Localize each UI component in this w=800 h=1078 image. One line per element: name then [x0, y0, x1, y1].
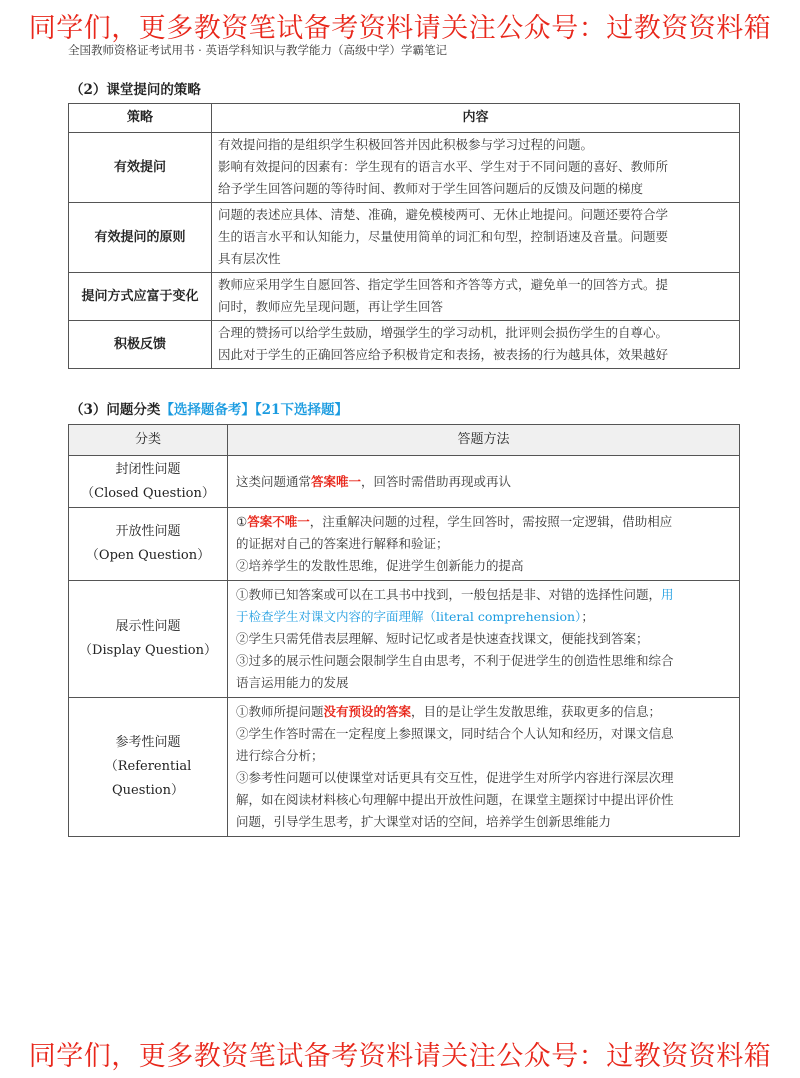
table-row [69, 698, 740, 837]
table-row [69, 581, 740, 698]
question-type-table [68, 424, 740, 837]
tag-choice-prep: 【选择题备考】 [160, 402, 255, 418]
category-closed: 封闭性问题 （Closed Question） [69, 456, 228, 508]
strategy-name: 有效提问的原则 [69, 203, 212, 273]
table-header-row [69, 104, 740, 133]
method-referential: ①教师所提问题没有预设的答案，目的是让学生发散思维，获取更多的信息； ②学生作答时需在一定程度上参照课文，同时结合个人认知和经历，对课文信息 进行综合分析； ③参考性问题可以使课堂对话更具有交互性，促进学生对所学内容进行深层次理 解，如在阅读材料核心句理解中提出开放性问题，在课堂主题探讨中提出评价性 问题，引导学生思考，扩大课堂对话的空间，培养学生创新思维能力 [228, 698, 740, 837]
strategy-content: 有效提问指的是组织学生积极回答并因此积极参与学习过程的问题。 影响有效提问的因素有：学生现有的语言水平、学生对于不同问题的喜好、教师所 给予学生回答问题的等待时间、教师对于学生回答问题后的反馈及问题的梯度 [212, 133, 740, 203]
table-row [69, 273, 740, 321]
section-2-title: （2）课堂提问的策略 [70, 82, 201, 98]
method-open: ①答案不唯一，注重解决问题的过程，学生回答时，需按照一定逻辑，借助相应 的证据对自己的答案进行解释和验证； ②培养学生的发散性思维，促进学生创新能力的提高 [228, 508, 740, 581]
table-row [69, 508, 740, 581]
category-display: 展示性问题 （Display Question） [69, 581, 228, 698]
book-subtitle: 全国教师资格证考试用书 · 英语学科知识与教学能力（高级中学）学霸笔记 [68, 43, 447, 57]
table-row [69, 321, 740, 369]
strategy-content: 问题的表述应具体、清楚、准确，避免模棱两可、无休止地提问。问题还要符合学 生的语言水平和认知能力，尽量使用简单的词汇和句型，控制语速及音量。问题要 具有层次性 [212, 203, 740, 273]
promo-banner-bottom: 同学们，更多教资笔试备考资料请关注公众号：过教资资料箱 [28, 1041, 772, 1072]
header-category: 分类 [69, 425, 228, 456]
method-closed: 这类问题通常答案唯一，回答时需借助再现或再认 [228, 456, 740, 508]
table-row [69, 203, 740, 273]
category-open: 开放性问题 （Open Question） [69, 508, 228, 581]
promo-banner-top: 同学们，更多教资笔试备考资料请关注公众号：过教资资料箱 [28, 13, 772, 44]
strategy-name: 提问方式应富于变化 [69, 273, 212, 321]
header-strategy: 策略 [69, 104, 212, 133]
table-row [69, 456, 740, 508]
header-method: 答题方法 [228, 425, 740, 456]
strategy-name: 积极反馈 [69, 321, 212, 369]
table-header-row [69, 425, 740, 456]
header-content: 内容 [212, 104, 740, 133]
table-row [69, 133, 740, 203]
tag-21-exam: 【21下选择题】 [254, 402, 348, 418]
section-3-title-text: （3）问题分类 [70, 402, 161, 418]
strategy-name: 有效提问 [69, 133, 212, 203]
strategy-table [68, 103, 740, 369]
section-3-title [70, 398, 348, 418]
strategy-content: 合理的赞扬可以给学生鼓励，增强学生的学习动机，批评则会损伤学生的自尊心。 因此对于学生的正确回答应给予积极肯定和表扬，被表扬的行为越具体，效果越好 [212, 321, 740, 369]
strategy-content: 教师应采用学生自愿回答、指定学生回答和齐答等方式，避免单一的回答方式。提 问时，教师应先呈现问题，再让学生回答 [212, 273, 740, 321]
category-referential: 参考性问题 （Referential Question） [69, 698, 228, 837]
method-display: ①教师已知答案或可以在工具书中找到，一般包括是非、对错的选择性问题，用 于检查学生对课文内容的字面理解（literal comprehension）； ②学生只需凭借表层理解、短时记忆或者是快速查找课文，便能找到答案； ③过多的展示性问题会限制学生自由思考，不利于促进学生的创造性思维和综合 语言运用能力的发展 [228, 581, 740, 698]
